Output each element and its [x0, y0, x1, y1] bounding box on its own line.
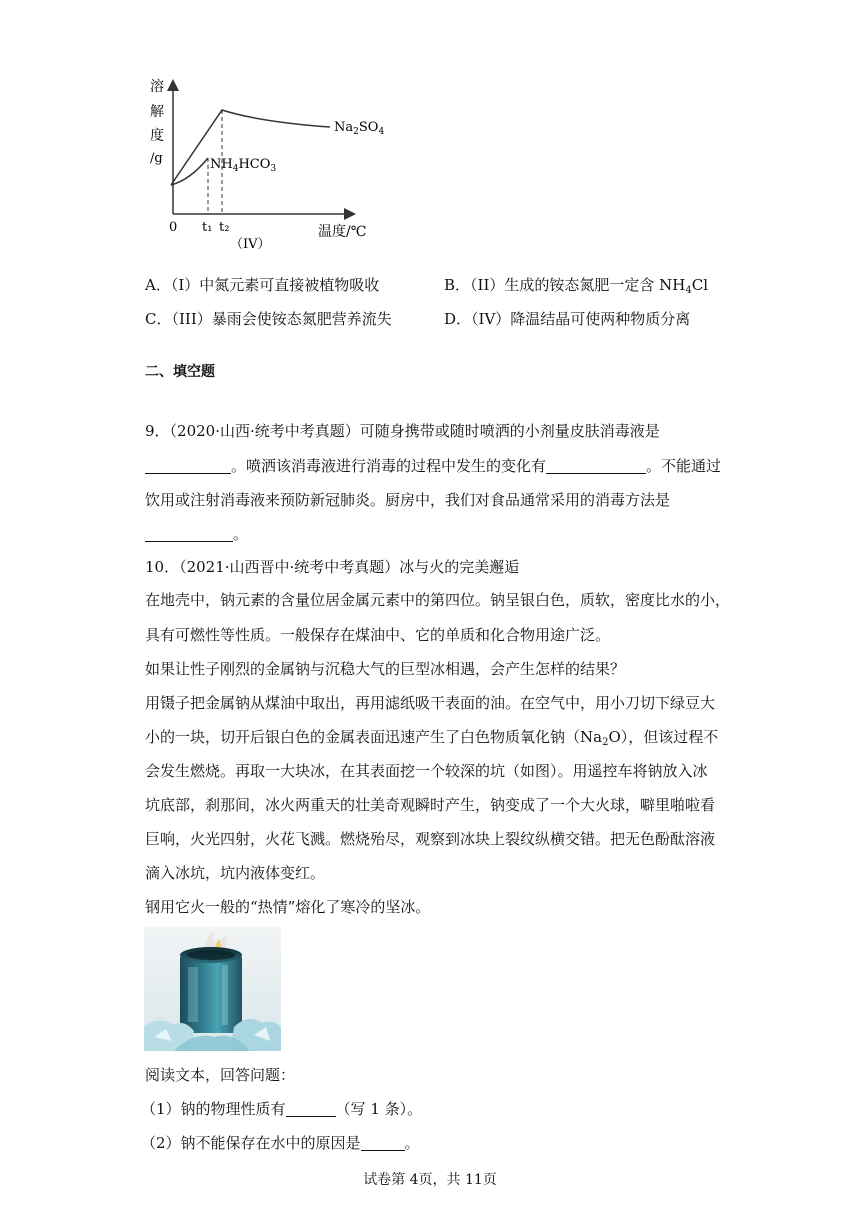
sub-question-1-text: （1）钠的物理性质有 — [141, 1100, 286, 1118]
answer-blank-2[interactable] — [546, 458, 646, 474]
q10-p5-post: O），但该过程不 — [608, 728, 719, 746]
chart-caption: （IV） — [230, 237, 271, 252]
q9-line-4 — [145, 524, 248, 544]
q10-paragraph-line: 会发生燃烧。再取一大块冰，在其表面挖一个较深的坑（如图）。用遥控车将钠放入冰 — [145, 762, 708, 780]
y-axis-label-4: /g — [150, 151, 163, 166]
answer-blank-4[interactable] — [286, 1101, 336, 1117]
series-label-nh4hco3: $NH_4HCO_3$ — [210, 157, 277, 174]
option-b-text: B．（II）生成的铵态氮肥一定含 NH — [444, 276, 686, 294]
page-footer: 试卷第 4页，共 11页 — [363, 1172, 497, 1188]
option-b — [444, 275, 708, 301]
q10-paragraph-line: 具有可燃性等性质。一般保存在煤油中、它的单质和化合物用途广泛。 — [145, 626, 611, 644]
origin-label: 0 — [169, 220, 178, 235]
y-axis-label-2: 解 — [150, 104, 164, 120]
q9-line-4-end: 。 — [233, 525, 249, 543]
q9-line-2-end: 。不能通过 — [646, 457, 722, 475]
q9-line-2 — [145, 456, 721, 476]
q9-line-1: 9．（2020·山西·统考中考真题）可随身携带或随时喷洒的小剂量皮肤消毒液是 — [145, 422, 660, 440]
series-label-na2so4: $Na_2SO_4$ — [334, 120, 385, 137]
answer-blank-5[interactable] — [361, 1135, 405, 1151]
q10-paragraph-line: 如果让性子刚烈的金属钠与沉稳大气的巨型冰相遇，会产生怎样的结果？ — [145, 660, 626, 678]
section-title: 二、填空题 — [145, 364, 215, 380]
option-b-post: Cl — [691, 276, 709, 294]
q10-paragraph-line: 滴入冰坑，坑内液体变红。 — [145, 864, 326, 882]
option-d: D．（IV）降温结晶可使两种物质分离 — [444, 310, 691, 328]
answer-blank-1[interactable] — [145, 458, 231, 474]
q10-paragraph-line: 在地壳中，钠元素的含量位居金属元素中的第四位。钠呈银白色，质软，密度比水的小， — [145, 591, 731, 609]
option-a: A．（I）中氮元素可直接被植物吸收 — [145, 276, 380, 294]
q9-line-3: 饮用或注射消毒液来预防新冠肺炎。厨房中，我们对食品通常采用的消毒方法是 — [145, 491, 671, 509]
q10-paragraph-line: 钢用它火一般的“热情”熔化了寒冷的坚冰。 — [145, 898, 431, 916]
sub-question-2 — [141, 1133, 420, 1153]
q9-line-2-text: 。喷洒该消毒液进行消毒的过程中发生的变化有 — [231, 457, 547, 475]
sub-question-1 — [141, 1099, 422, 1119]
option-b-sub: 4 — [685, 285, 692, 296]
solubility-chart — [140, 70, 400, 260]
ice-block-photo — [144, 927, 281, 1051]
q10-p5-sub: 2 — [602, 737, 609, 748]
q10-title: 10．（2021·山西晋中·统考中考真题）冰与火的完美邂逅 — [145, 558, 520, 576]
q10-paragraph-line: 坑底部，刹那间，冰火两重天的壮美奇观瞬时产生，钠变成了一个大火球，噼里啪啦看 — [145, 796, 716, 814]
q10-paragraph-line: 用镊子把金属钠从煤油中取出，再用滤纸吸干表面的油。在空气中，用小刀切下绿豆大 — [145, 694, 716, 712]
series-line-nh4hco3 — [171, 158, 208, 185]
x-tick-t1: t₁ — [202, 220, 213, 235]
sub-question-1-post: （写 1 条）。 — [335, 1100, 423, 1118]
x-tick-t2: t₂ — [219, 220, 230, 235]
sub-question-2-text: （2）钠不能保存在水中的原因是 — [141, 1134, 361, 1152]
x-axis-label: 温度/℃ — [318, 224, 367, 240]
sub-question-2-post: 。 — [404, 1134, 420, 1152]
q10-paragraph-line — [145, 727, 718, 753]
read-instruction: 阅读文本，回答问题： — [145, 1066, 296, 1084]
series-line-na2so4 — [171, 110, 330, 185]
q10-paragraph-line: 巨响，火光四射，火花飞溅。燃烧殆尽，观察到冰块上裂纹纵横交错。把无色酚酞溶液 — [145, 830, 716, 848]
q10-p5-text: 小的一块，切开后银白色的金属表面迅速产生了白色物质氧化钠（Na — [145, 728, 603, 746]
y-axis-label-1: 溶 — [150, 79, 164, 95]
answer-blank-3[interactable] — [145, 526, 233, 542]
y-axis-label-3: 度 — [150, 128, 164, 144]
option-c: C．（III）暴雨会使铵态氮肥营养流失 — [145, 310, 392, 328]
